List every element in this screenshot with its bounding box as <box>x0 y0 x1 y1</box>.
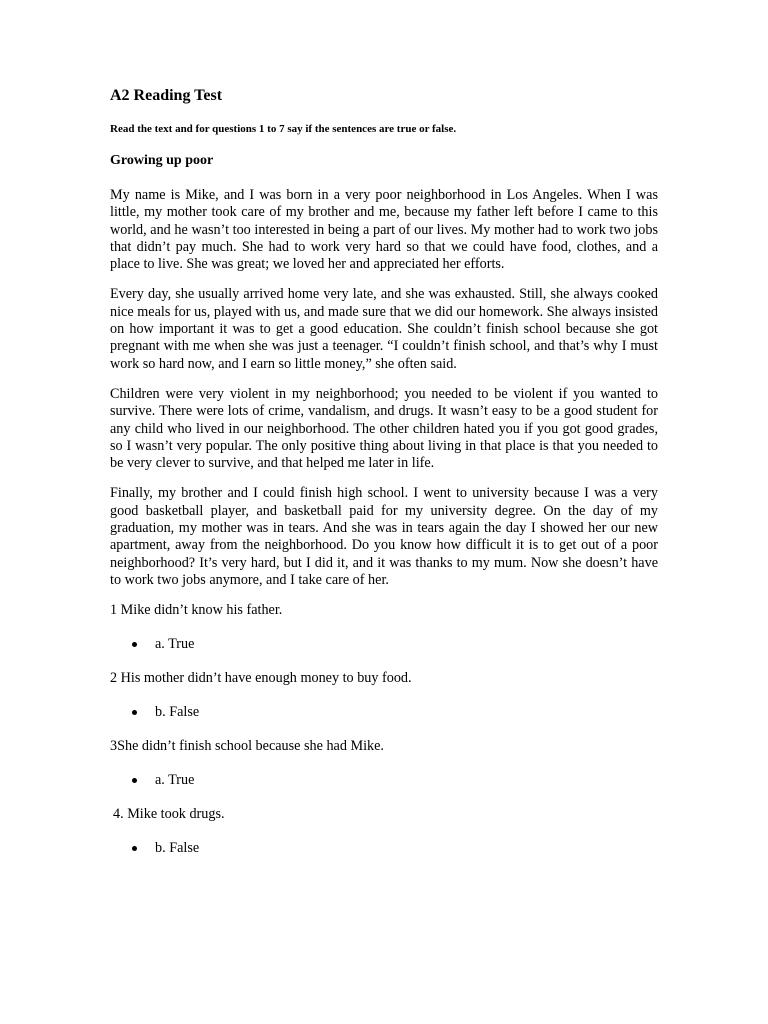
paragraph-3: Children were very violent in my neighborhood; you needed to be violent if you wanted to survive. There were lots of crime, vandalism, and drugs. It wasn’t easy to be a good student for any child who lived in our neighborhood. The other children hated you if you got good grades, so I wasn’t very popular. The only positive thing about living in that place is that you needed to be very clever to survive, and that helped me later in life. <box>110 385 658 472</box>
answer-2 <box>110 704 658 721</box>
question-list <box>110 602 658 857</box>
document-page <box>110 86 658 874</box>
answer-2-text: b. False <box>155 704 200 721</box>
story-heading: Growing up poor <box>110 153 214 168</box>
paragraph-2: Every day, she usually arrived home very late, and she was exhausted. Still, she always cooked nice meals for us, played with us, and made sure that we did our homework. She always insisted on how important it was to get a good education. She couldn’t finish school because she got pregnant with me when she was just a teenager. “I couldn’t finish school, and that’s why I must work so hard now, and I earn so little money,” she often said. <box>110 286 658 372</box>
instructions: Read the text and for questions 1 to 7 say if the sentences are true or false. <box>110 123 457 135</box>
answer-1-text: a. True <box>155 636 195 653</box>
answer-4-text: b. False <box>155 840 200 857</box>
answer-3-text: a. True <box>155 772 195 789</box>
page-title: A2 Reading Test <box>110 87 223 104</box>
question-3: 3She didn’t finish school because she had Mike. <box>110 738 384 755</box>
answer-3 <box>110 772 658 789</box>
answer-1 <box>110 636 658 653</box>
paragraph-1: My name is Mike, and I was born in a very poor neighborhood in Los Angeles. When I was little, my mother took care of my brother and me, because my father left before I came to this world, and he wasn’t too interested in being a part of our lives. My mother had to work two jobs that didn’t pay much. She had to work very hard so that we could have food, clothes, and a place to live. She was great; we loved her and appreciated her efforts. <box>110 187 658 273</box>
paragraph-4: Finally, my brother and I could finish high school. I went to university because I was a very good basketball player, and basketball paid for my university degree. On the day of my graduation, my mother was in tears. And she was in tears again the day I showed her our new apartment, away from the neighborhood. Do you know how difficult it is to get out of a poor neighborhood? It’s very hard, but I did it, and it was thanks to my mum. Now she doesn’t have to work two jobs anymore, and I take care of her. <box>110 485 658 588</box>
question-1: 1 Mike didn’t know his father. <box>110 602 283 619</box>
answer-4 <box>110 840 658 857</box>
question-4: 4. Mike took drugs. <box>113 806 225 823</box>
question-2: 2 His mother didn’t have enough money to buy food. <box>110 670 412 687</box>
